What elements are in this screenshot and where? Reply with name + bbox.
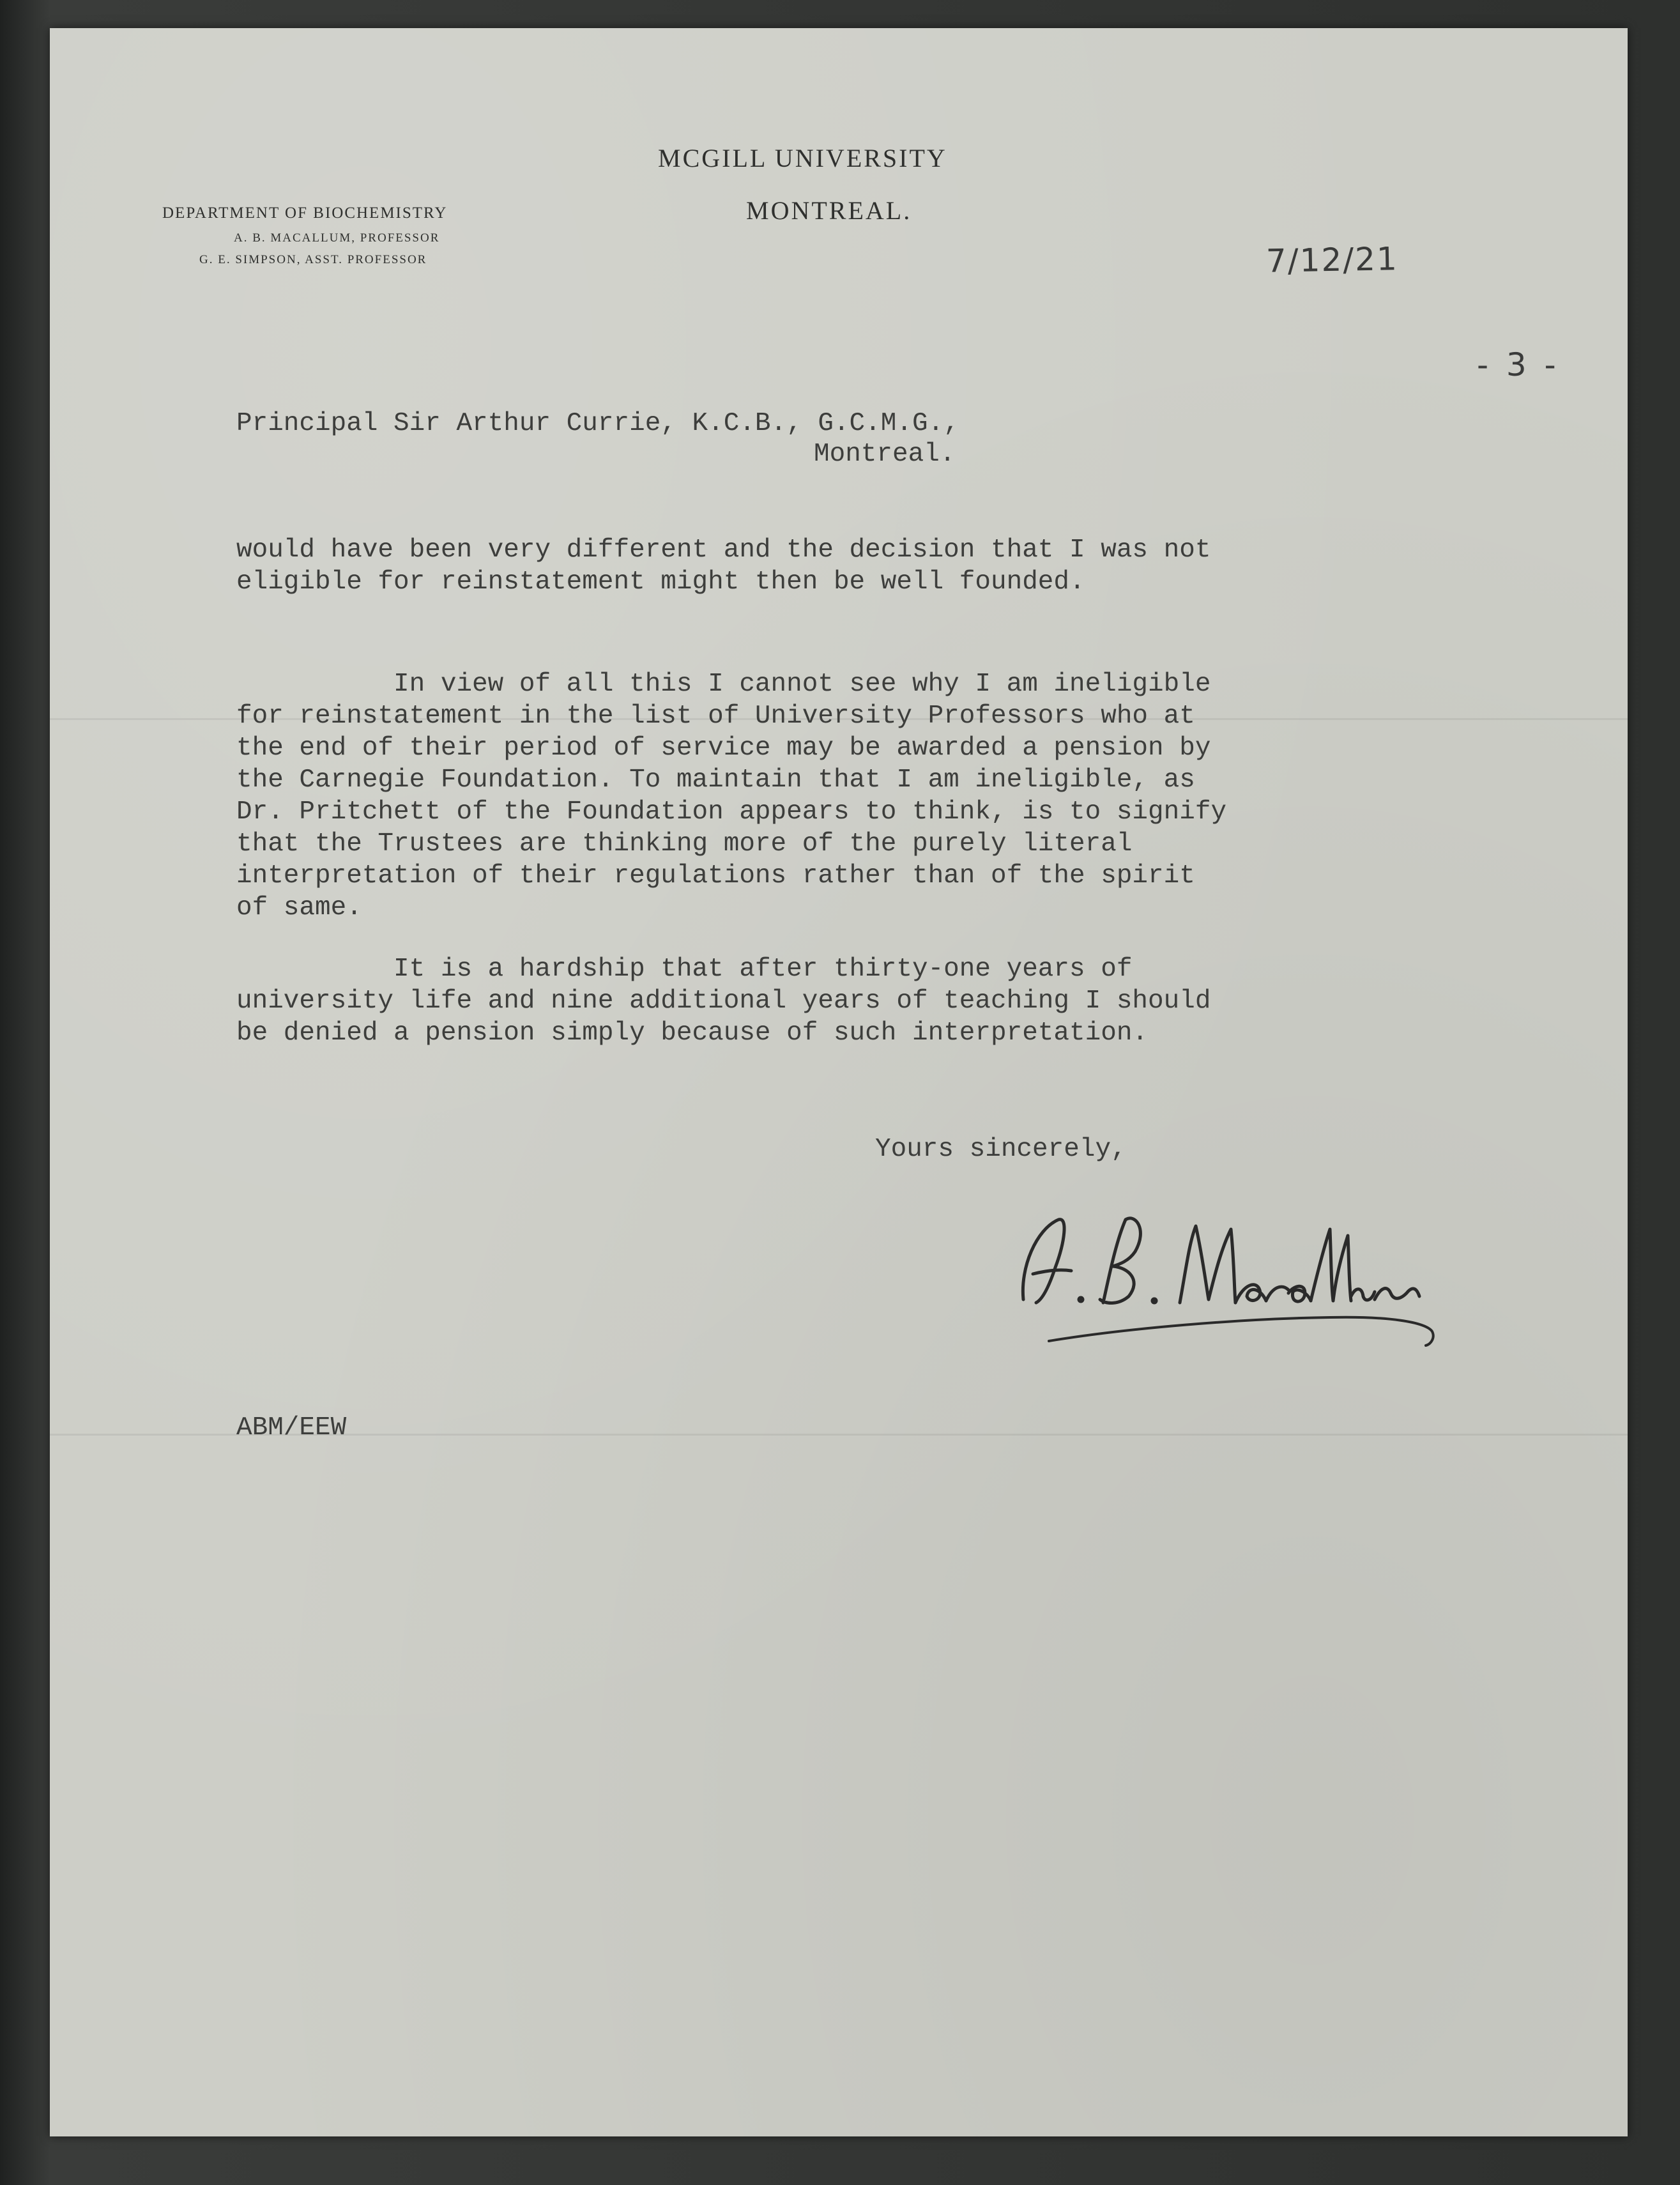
letter-page (50, 28, 1628, 2136)
page-number: - 3 - (1477, 346, 1560, 383)
body-paragraph-1: would have been very different and the decision that I was not eligible for reinstatement might then be well founded. (236, 535, 1211, 597)
letterhead-professor: A. B. MACALLUM, PROFESSOR (234, 231, 440, 245)
letterhead-department: DEPARTMENT OF BIOCHEMISTRY (162, 204, 448, 222)
signature-drawing (998, 1191, 1445, 1357)
typist-initials: ABM/EEW (236, 1413, 347, 1443)
letterhead-assistant: G. E. SIMPSON, ASST. PROFESSOR (199, 253, 427, 266)
letterhead-university: MCGILL UNIVERSITY (658, 144, 947, 172)
letterhead-city: MONTREAL. (746, 196, 912, 225)
letter-date: 7/12/21 (1265, 240, 1399, 280)
recipient-name: Principal Sir Arthur Currie, K.C.B., G.C.M.G., (236, 409, 959, 438)
body-paragraph-3: It is a hardship that after thirty-one years of university life and nine additional years of teaching I should be denied a pension simply because of such interpretation. (236, 954, 1211, 1048)
signature (998, 1191, 1445, 1357)
recipient-city: Montreal. (814, 440, 956, 469)
closing-salutation: Yours sincerely, (875, 1135, 1127, 1164)
body-paragraph-2: In view of all this I cannot see why I am ineligible for reinstatement in the list of University Professors who at the end of their period of service may be awarded a pension by the Carnegie Foundation. To maintain that I am ineligible, as Dr. Pritchett of the Foundation appears to think, is to signify that the Trustees are thinking more of the purely literal interpretation of their regulations rather than of the spirit of same. (236, 670, 1227, 923)
